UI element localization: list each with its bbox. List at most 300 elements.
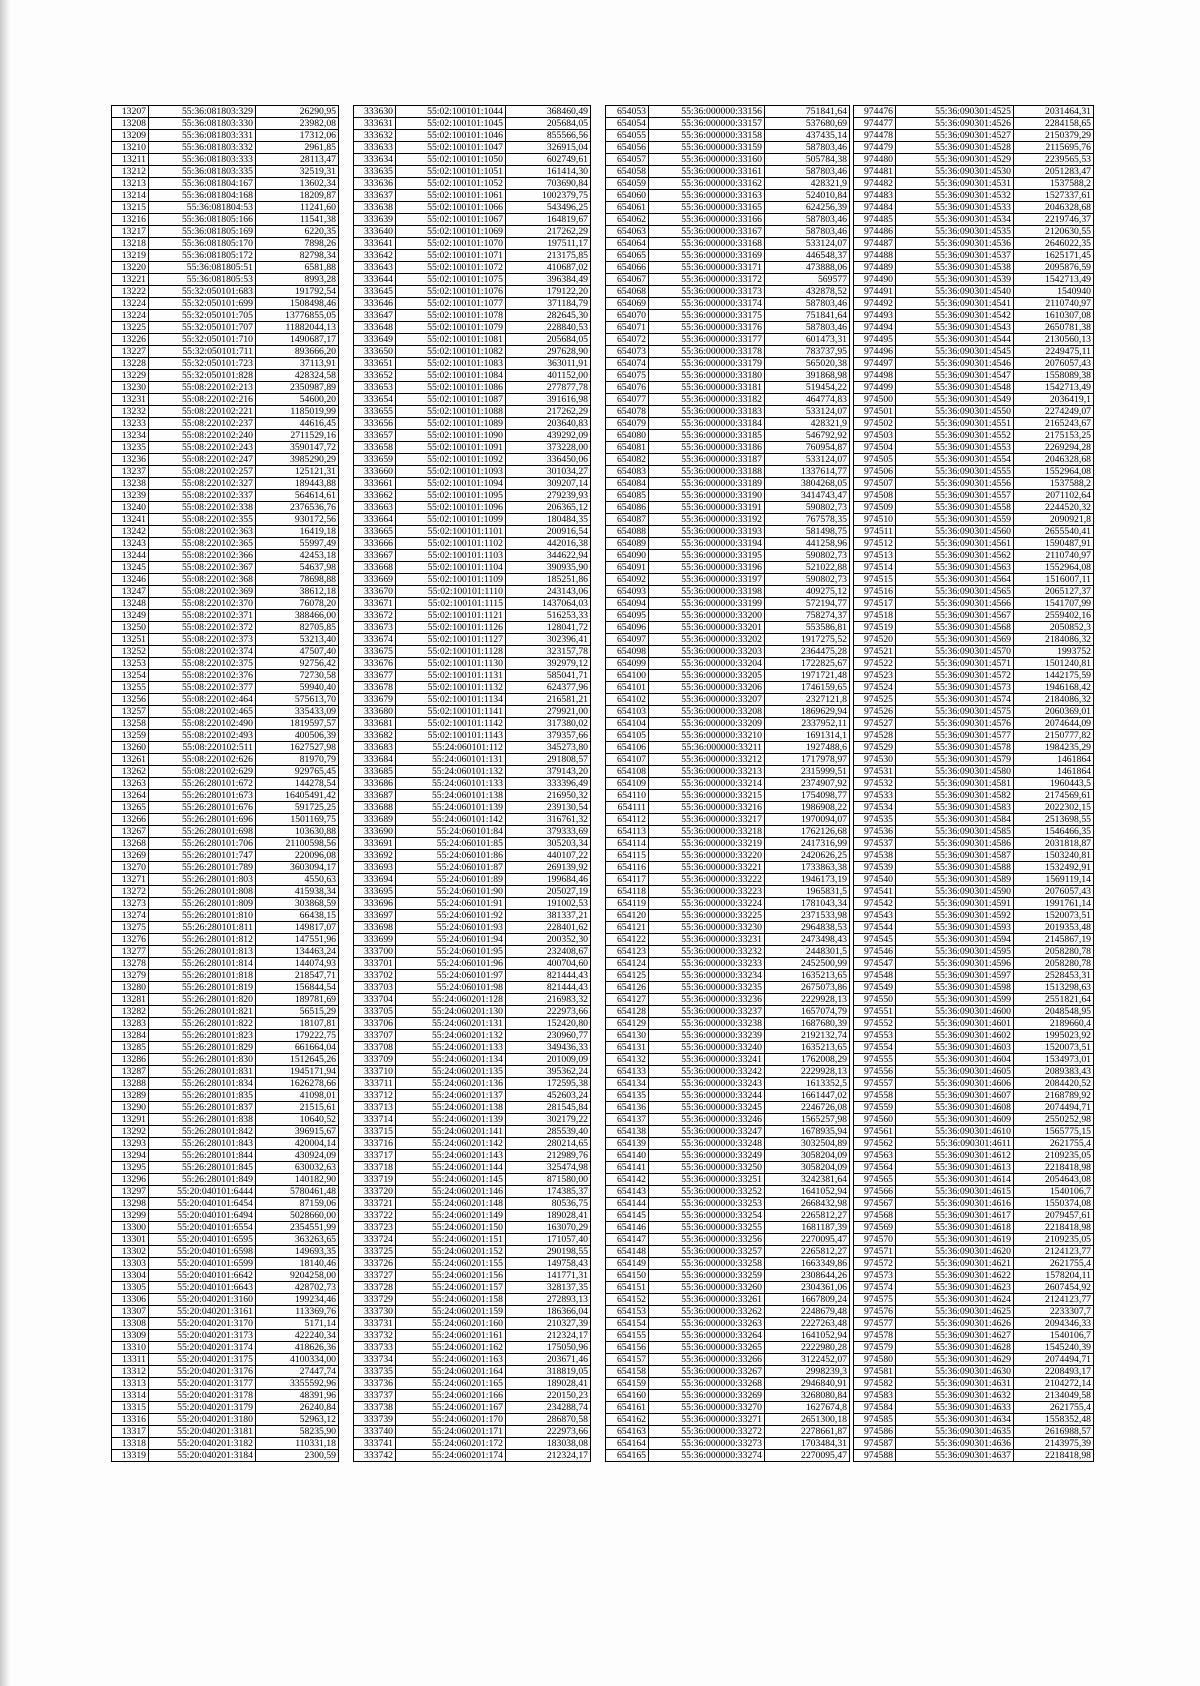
table-row <box>606 238 850 250</box>
cadastral-value: 2051283,47 <box>1014 166 1094 178</box>
table-row <box>354 322 591 334</box>
cadastral-number: 55:20:040201:3174 <box>149 1342 256 1354</box>
table-row <box>606 1210 850 1222</box>
cadastral-value: 2076057,43 <box>1014 886 1094 898</box>
cadastral-value: 3058204,09 <box>765 1162 850 1174</box>
cadastral-number: 55:36:081804:168 <box>149 190 256 202</box>
table-row <box>854 826 1094 838</box>
cadastral-number: 55:26:280101:676 <box>149 802 256 814</box>
table-row <box>854 310 1094 322</box>
cadastral-value: 1527337,61 <box>1014 190 1094 202</box>
table-row <box>112 1282 339 1294</box>
table-row <box>354 898 591 910</box>
table-row <box>354 646 591 658</box>
cadastral-value: 323157,78 <box>506 646 591 658</box>
table-row <box>606 982 850 994</box>
row-number: 333665 <box>354 526 396 538</box>
table-row <box>606 394 850 406</box>
cadastral-number: 55:36:000000:33209 <box>649 718 765 730</box>
cadastral-value: 1946173,19 <box>765 874 850 886</box>
table-row <box>354 1150 591 1162</box>
cadastral-number: 55:36:000000:33235 <box>649 982 765 994</box>
cadastral-number: 55:24:060101:91 <box>396 898 506 910</box>
cadastral-number: 55:24:060101:89 <box>396 874 506 886</box>
cadastral-value: 1762008,29 <box>765 1054 850 1066</box>
row-number: 654096 <box>606 622 649 634</box>
row-number: 654086 <box>606 502 649 514</box>
cadastral-number: 55:36:090301:4547 <box>896 370 1014 382</box>
cadastral-number: 55:02:100101:1142 <box>396 718 506 730</box>
cadastral-number: 55:36:090301:4542 <box>896 310 1014 322</box>
table-row <box>354 550 591 562</box>
table-row <box>854 1198 1094 1210</box>
cadastral-number: 55:24:060101:95 <box>396 946 506 958</box>
cadastral-value: 113369,76 <box>256 1306 339 1318</box>
row-number: 654124 <box>606 958 649 970</box>
row-number: 974556 <box>854 1066 896 1078</box>
cadastral-number: 55:08:220102:366 <box>149 550 256 562</box>
table-row <box>606 1198 850 1210</box>
table-row <box>606 1414 850 1426</box>
cadastral-value: 587803,46 <box>765 298 850 310</box>
row-number: 333639 <box>354 214 396 226</box>
row-number: 13315 <box>112 1402 149 1414</box>
row-number: 974524 <box>854 682 896 694</box>
table-row <box>606 1090 850 1102</box>
cadastral-number: 55:26:280101:821 <box>149 1006 256 1018</box>
table-row <box>354 298 591 310</box>
cadastral-value: 2244520,32 <box>1014 502 1094 514</box>
row-number: 974523 <box>854 670 896 682</box>
cadastral-value: 363263,65 <box>256 1234 339 1246</box>
table-row <box>606 766 850 778</box>
cadastral-value: 587803,46 <box>765 226 850 238</box>
table-block-1 <box>111 105 339 1462</box>
row-number: 13231 <box>112 394 149 406</box>
cadastral-number: 55:36:090301:4526 <box>896 118 1014 130</box>
cadastral-number: 55:36:090301:4577 <box>896 730 1014 742</box>
table-row <box>854 1306 1094 1318</box>
cadastral-number: 55:36:090301:4620 <box>896 1246 1014 1258</box>
table-row <box>354 874 591 886</box>
table-row <box>606 838 850 850</box>
cadastral-number: 55:36:000000:33217 <box>649 814 765 826</box>
row-number: 974526 <box>854 706 896 718</box>
cadastral-value: 1550374,08 <box>1014 1198 1094 1210</box>
cadastral-value: 2218418,98 <box>1014 1222 1094 1234</box>
cadastral-number: 55:36:090301:4583 <box>896 802 1014 814</box>
table-row <box>854 742 1094 754</box>
row-number: 974563 <box>854 1150 896 1162</box>
cadastral-number: 55:36:090301:4586 <box>896 838 1014 850</box>
table-row <box>606 1282 850 1294</box>
row-number: 333724 <box>354 1234 396 1246</box>
cadastral-number: 55:08:220102:365 <box>149 538 256 550</box>
cadastral-value: 213175,85 <box>506 250 591 262</box>
cadastral-number: 55:36:000000:33161 <box>649 166 765 178</box>
cadastral-value: 373228,00 <box>506 442 591 454</box>
cadastral-number: 55:36:090301:4608 <box>896 1102 1014 1114</box>
cadastral-number: 55:36:000000:33199 <box>649 598 765 610</box>
row-number: 333682 <box>354 730 396 742</box>
cadastral-value: 1540940 <box>1014 286 1094 298</box>
cadastral-number: 55:36:000000:33248 <box>649 1138 765 1150</box>
cadastral-value: 587803,46 <box>765 142 850 154</box>
cadastral-value: 216950,32 <box>506 790 591 802</box>
row-number: 333699 <box>354 934 396 946</box>
table-row <box>354 490 591 502</box>
cadastral-number: 55:36:090301:4531 <box>896 178 1014 190</box>
cadastral-number: 55:24:060201:135 <box>396 1066 506 1078</box>
row-number: 974567 <box>854 1198 896 1210</box>
cadastral-value: 2084420,52 <box>1014 1078 1094 1090</box>
cadastral-number: 55:02:100101:1099 <box>396 514 506 526</box>
cadastral-value: 349436,33 <box>506 1042 591 1054</box>
cadastral-value: 2376536,76 <box>256 502 339 514</box>
cadastral-number: 55:36:000000:33224 <box>649 898 765 910</box>
cadastral-value: 7898,26 <box>256 238 339 250</box>
cadastral-value: 44616,45 <box>256 418 339 430</box>
table-row <box>606 154 850 166</box>
cadastral-value: 395362,24 <box>506 1066 591 1078</box>
cadastral-number: 55:36:000000:33221 <box>649 862 765 874</box>
cadastral-value: 10640,52 <box>256 1114 339 1126</box>
cadastral-number: 55:36:090301:4565 <box>896 586 1014 598</box>
cadastral-number: 55:24:060201:131 <box>396 1018 506 1030</box>
cadastral-number: 55:26:280101:831 <box>149 1066 256 1078</box>
row-number: 654118 <box>606 886 649 898</box>
row-number: 654105 <box>606 730 649 742</box>
table-row <box>606 1246 850 1258</box>
cadastral-value: 234288,74 <box>506 1402 591 1414</box>
row-number: 974552 <box>854 1018 896 1030</box>
row-number: 654162 <box>606 1414 649 1426</box>
cadastral-value: 32519,31 <box>256 166 339 178</box>
cadastral-number: 55:36:090301:4618 <box>896 1222 1014 1234</box>
row-number: 974518 <box>854 610 896 622</box>
cadastral-value: 601473,31 <box>765 334 850 346</box>
cadastral-number: 55:02:100101:1050 <box>396 154 506 166</box>
row-number: 974529 <box>854 742 896 754</box>
table-row <box>854 358 1094 370</box>
table-row <box>112 478 339 490</box>
cadastral-number: 55:36:000000:33249 <box>649 1150 765 1162</box>
table-row <box>354 1066 591 1078</box>
row-number: 13216 <box>112 214 149 226</box>
table-row <box>354 1042 591 1054</box>
cadastral-value: 302396,41 <box>506 634 591 646</box>
cadastral-number: 55:36:090301:4601 <box>896 1018 1014 1030</box>
cadastral-value: 396915,67 <box>256 1126 339 1138</box>
cadastral-number: 55:36:000000:33171 <box>649 262 765 274</box>
row-number: 13213 <box>112 178 149 190</box>
table-row <box>112 274 339 286</box>
row-number: 974519 <box>854 622 896 634</box>
row-number: 333683 <box>354 742 396 754</box>
cadastral-number: 55:24:060201:136 <box>396 1078 506 1090</box>
table-row <box>354 1174 591 1186</box>
cadastral-number: 55:36:081805:166 <box>149 214 256 226</box>
row-number: 974477 <box>854 118 896 130</box>
row-number: 333708 <box>354 1042 396 1054</box>
cadastral-number: 55:02:100101:1088 <box>396 406 506 418</box>
row-number: 654150 <box>606 1270 649 1282</box>
row-number: 974542 <box>854 898 896 910</box>
row-number: 333686 <box>354 778 396 790</box>
cadastral-number: 55:36:090301:4624 <box>896 1294 1014 1306</box>
cadastral-number: 55:24:060201:133 <box>396 1042 506 1054</box>
cadastral-number: 55:36:090301:4636 <box>896 1438 1014 1450</box>
cadastral-value: 218547,71 <box>256 970 339 982</box>
table-row <box>112 634 339 646</box>
table-row <box>112 322 339 334</box>
cadastral-number: 55:36:000000:33225 <box>649 910 765 922</box>
table-row <box>112 658 339 670</box>
table-row <box>354 586 591 598</box>
cadastral-number: 55:08:220102:213 <box>149 382 256 394</box>
cadastral-number: 55:02:100101:1076 <box>396 286 506 298</box>
cadastral-number: 55:36:090301:4598 <box>896 982 1014 994</box>
table-row <box>606 1102 850 1114</box>
cadastral-number: 55:36:000000:33233 <box>649 958 765 970</box>
row-number: 974513 <box>854 550 896 562</box>
cadastral-number: 55:20:040201:3182 <box>149 1438 256 1450</box>
cadastral-number: 55:08:220102:493 <box>149 730 256 742</box>
cadastral-value: 585041,71 <box>506 670 591 682</box>
table-row <box>112 646 339 658</box>
table-row <box>354 1426 591 1438</box>
row-number: 654136 <box>606 1102 649 1114</box>
table-row <box>112 1270 339 1282</box>
table-row <box>606 106 850 118</box>
row-number: 333731 <box>354 1318 396 1330</box>
table-row <box>606 862 850 874</box>
cadastral-number: 55:36:090301:4578 <box>896 742 1014 754</box>
cadastral-number: 55:36:000000:33232 <box>649 946 765 958</box>
table-row <box>354 1294 591 1306</box>
cadastral-number: 55:36:090301:4616 <box>896 1198 1014 1210</box>
table-row <box>112 754 339 766</box>
cadastral-number: 55:26:280101:673 <box>149 790 256 802</box>
row-number: 974480 <box>854 154 896 166</box>
table-row <box>354 1378 591 1390</box>
cadastral-number: 55:36:090301:4613 <box>896 1162 1014 1174</box>
row-number: 974546 <box>854 946 896 958</box>
cadastral-value: 2031818,87 <box>1014 838 1094 850</box>
table-row <box>112 982 339 994</box>
cadastral-number: 55:26:280101:838 <box>149 1114 256 1126</box>
table-row <box>354 1138 591 1150</box>
cadastral-value: 210327,39 <box>506 1318 591 1330</box>
table-row <box>606 1450 850 1462</box>
row-number: 333690 <box>354 826 396 838</box>
row-number: 333707 <box>354 1030 396 1042</box>
row-number: 974565 <box>854 1174 896 1186</box>
cadastral-value: 21515,61 <box>256 1102 339 1114</box>
row-number: 974549 <box>854 982 896 994</box>
table-row <box>606 274 850 286</box>
table-row <box>606 1078 850 1090</box>
cadastral-number: 55:36:090301:4602 <box>896 1030 1014 1042</box>
cadastral-value: 272893,13 <box>506 1294 591 1306</box>
row-number: 333671 <box>354 598 396 610</box>
cadastral-value: 1537588,2 <box>1014 478 1094 490</box>
table-row <box>112 598 339 610</box>
table-row <box>354 1246 591 1258</box>
cadastral-value: 1717978,97 <box>765 754 850 766</box>
table-row <box>854 394 1094 406</box>
cadastral-value: 212989,76 <box>506 1150 591 1162</box>
table-row <box>354 526 591 538</box>
table-row <box>606 1006 850 1018</box>
cadastral-number: 55:36:090301:4555 <box>896 466 1014 478</box>
cadastral-value: 103630,88 <box>256 826 339 838</box>
row-number: 974559 <box>854 1102 896 1114</box>
table-row <box>606 370 850 382</box>
table-row <box>854 754 1094 766</box>
table-row <box>112 454 339 466</box>
row-number: 13319 <box>112 1450 149 1462</box>
table-row <box>354 670 591 682</box>
cadastral-value: 152420,80 <box>506 1018 591 1030</box>
table-row <box>854 958 1094 970</box>
row-number: 13298 <box>112 1198 149 1210</box>
cadastral-number: 55:08:220102:338 <box>149 502 256 514</box>
table-row <box>854 1150 1094 1162</box>
row-number: 333646 <box>354 298 396 310</box>
cadastral-number: 55:36:000000:33157 <box>649 118 765 130</box>
cadastral-value: 590802,73 <box>765 550 850 562</box>
table-row <box>606 478 850 490</box>
table-row <box>854 130 1094 142</box>
cadastral-value: 316761,32 <box>506 814 591 826</box>
row-number: 974582 <box>854 1378 896 1390</box>
cadastral-number: 55:24:060201:137 <box>396 1090 506 1102</box>
cadastral-number: 55:24:060201:157 <box>396 1282 506 1294</box>
table-row <box>354 166 591 178</box>
cadastral-number: 55:36:000000:33204 <box>649 658 765 670</box>
cadastral-number: 55:36:090301:4623 <box>896 1282 1014 1294</box>
cadastral-value: 2239565,53 <box>1014 154 1094 166</box>
cadastral-number: 55:36:090301:4591 <box>896 898 1014 910</box>
row-number: 333635 <box>354 166 396 178</box>
cadastral-number: 55:36:090301:4538 <box>896 262 1014 274</box>
table-row <box>854 862 1094 874</box>
table-row <box>112 466 339 478</box>
cadastral-number: 55:36:000000:33165 <box>649 202 765 214</box>
cadastral-value: 1532492,91 <box>1014 862 1094 874</box>
row-number: 333663 <box>354 502 396 514</box>
cadastral-value: 2095876,59 <box>1014 262 1094 274</box>
table-row <box>854 298 1094 310</box>
table-row <box>354 334 591 346</box>
cadastral-value: 2104272,14 <box>1014 1378 1094 1390</box>
cadastral-value: 56515,29 <box>256 1006 339 1018</box>
cadastral-number: 55:36:090301:4553 <box>896 442 1014 454</box>
row-number: 974562 <box>854 1138 896 1150</box>
row-number: 13212 <box>112 166 149 178</box>
table-row <box>354 562 591 574</box>
table-row <box>854 286 1094 298</box>
row-number: 654062 <box>606 214 649 226</box>
row-number: 13255 <box>112 682 149 694</box>
table-row <box>112 1102 339 1114</box>
table-row <box>112 958 339 970</box>
cadastral-number: 55:02:100101:1044 <box>396 106 506 118</box>
cadastral-number: 55:36:090301:4563 <box>896 562 1014 574</box>
row-number: 974490 <box>854 274 896 286</box>
table-row <box>112 1330 339 1342</box>
cadastral-value: 1337614,77 <box>765 466 850 478</box>
row-number: 13211 <box>112 154 149 166</box>
row-number: 333655 <box>354 406 396 418</box>
row-number: 333640 <box>354 226 396 238</box>
table-row <box>354 1006 591 1018</box>
cadastral-value: 2961,85 <box>256 142 339 154</box>
cadastral-number: 55:36:090301:4539 <box>896 274 1014 286</box>
table-row <box>854 994 1094 1006</box>
cadastral-number: 55:36:090301:4556 <box>896 478 1014 490</box>
row-number: 654106 <box>606 742 649 754</box>
row-number: 974558 <box>854 1090 896 1102</box>
table-row <box>854 1258 1094 1270</box>
cadastral-value: 2946840,91 <box>765 1378 850 1390</box>
row-number: 974540 <box>854 874 896 886</box>
cadastral-value: 6581,88 <box>256 262 339 274</box>
table-row <box>854 334 1094 346</box>
cadastral-value: 199684,46 <box>506 874 591 886</box>
table-row <box>112 394 339 406</box>
row-number: 974479 <box>854 142 896 154</box>
row-number: 974584 <box>854 1402 896 1414</box>
row-number: 333641 <box>354 238 396 250</box>
cadastral-value: 2110740,97 <box>1014 298 1094 310</box>
cadastral-number: 55:20:040201:3177 <box>149 1378 256 1390</box>
cadastral-number: 55:36:000000:33255 <box>649 1222 765 1234</box>
row-number: 13214 <box>112 190 149 202</box>
cadastral-value: 13776855,05 <box>256 310 339 322</box>
table-row <box>854 190 1094 202</box>
cadastral-value: 232408,67 <box>506 946 591 958</box>
table-row <box>354 1402 591 1414</box>
table-row <box>854 778 1094 790</box>
cadastral-value: 2090921,8 <box>1014 514 1094 526</box>
row-number: 654137 <box>606 1114 649 1126</box>
row-number: 333688 <box>354 802 396 814</box>
table-row <box>354 238 591 250</box>
cadastral-number: 55:24:060201:148 <box>396 1198 506 1210</box>
cadastral-number: 55:36:090301:4564 <box>896 574 1014 586</box>
cadastral-number: 55:26:280101:819 <box>149 982 256 994</box>
row-number: 333695 <box>354 886 396 898</box>
cadastral-number: 55:08:220102:363 <box>149 526 256 538</box>
cadastral-value: 161414,30 <box>506 166 591 178</box>
table-row <box>112 1306 339 1318</box>
row-number: 333725 <box>354 1246 396 1258</box>
cadastral-value: 1703484,31 <box>765 1438 850 1450</box>
cadastral-value: 564614,61 <box>256 490 339 502</box>
cadastral-number: 55:36:090301:4568 <box>896 622 1014 634</box>
row-number: 974499 <box>854 382 896 394</box>
table-row <box>112 838 339 850</box>
row-number: 13257 <box>112 706 149 718</box>
cadastral-value: 2655540,41 <box>1014 526 1094 538</box>
cadastral-value: 2354551,99 <box>256 1222 339 1234</box>
cadastral-number: 55:36:081803:330 <box>149 118 256 130</box>
row-number: 13275 <box>112 922 149 934</box>
cadastral-number: 55:32:050101:707 <box>149 322 256 334</box>
cadastral-value: 442016,38 <box>506 538 591 550</box>
